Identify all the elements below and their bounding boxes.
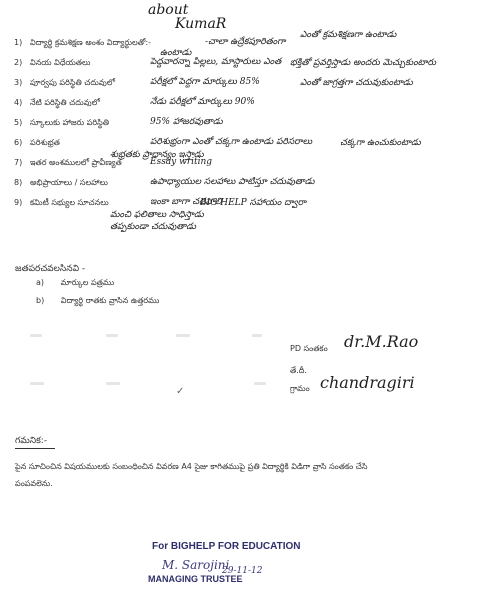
question-label: స్కూలుకు హాజరు పరిస్థితి	[30, 118, 110, 127]
question-answer: ఉపాధ్యాయుల సలహాలు పాటిస్తూ చదువుతాడు	[150, 177, 315, 187]
check-mark-icon: ✓	[176, 386, 185, 397]
scan-smudge	[30, 334, 42, 337]
question-answer-continuation: ఎంతో క్రమశిక్షణగా ఉంటాడు	[300, 30, 397, 40]
question-number: 7)	[14, 158, 23, 167]
scan-smudge	[176, 334, 190, 337]
question-label: నేటి పరిస్థితి చదువులో	[30, 98, 100, 107]
note-text-line1: పైన సూచించిన విషయములకు సంబంధించిన వివరణ A4 సైజు కాగితముపై ప్రతి విద్యార్థికి విడిగా వ్రాసి సంతకం చేసి	[15, 462, 368, 471]
question-label: పూర్వపు పరిస్థితి చదువులో	[30, 78, 115, 87]
stamp-date: 29-11-12	[222, 566, 263, 576]
question-number: 4)	[14, 98, 23, 107]
note-text-line2: పంపవలెను.	[15, 479, 53, 488]
question-label: అభిప్రాయాలు / సలహాలు	[30, 178, 108, 187]
village-value: chandragiri	[320, 373, 415, 392]
scan-smudge	[252, 334, 262, 337]
question-answer: నేడు పరీక్షలో మార్కులు 90%	[150, 97, 255, 107]
village-label: గ్రామం	[290, 384, 310, 393]
stamp-org: For BIGHELP FOR EDUCATION	[152, 541, 301, 552]
scan-smudge	[30, 382, 44, 385]
question-label: విద్యార్థి క్రమశిక్షణ అంశం విద్యార్థులతో:-	[30, 38, 152, 47]
question-answer-continuation: ఉంటాడు	[160, 48, 192, 58]
pd-signature-label: PD సంతకం	[290, 344, 328, 353]
question-answer: Essay writing	[150, 157, 213, 167]
question-number: 2)	[14, 58, 23, 67]
question-number: 3)	[14, 78, 23, 87]
scan-smudge	[106, 382, 120, 385]
about-label: about	[148, 2, 189, 18]
attachments-heading: జతపరచవలసినవి -	[15, 264, 86, 274]
question-answer: పరిశుభ్రంగా ఎంతో చక్కగా ఉంటాడు పరిసరాలు	[150, 137, 313, 147]
question-label: పరిశుభ్రత	[30, 138, 60, 147]
question-answer: పరీక్షలో పెద్దగా మార్కులు 85%	[150, 77, 260, 87]
attachment-letter: a)	[36, 278, 45, 287]
question-answer-continuation: ఎంతో జాగ్రత్తగా చదువుకుంటాడు	[300, 78, 413, 88]
date-label: తే.దీ.	[290, 366, 307, 375]
question-number: 8)	[14, 178, 23, 187]
question-answer: పెద్దవారన్నా పిల్లలు, మాస్టారులు ఎంత	[150, 57, 282, 67]
question-answer: -చాలా ఉద్రేకపూరితంగా	[205, 37, 286, 47]
attachment-item-b	[36, 296, 159, 307]
attachment-item-a	[36, 278, 114, 289]
question-number: 5)	[14, 118, 23, 127]
question-answer-continuation: భక్తితో ప్రవర్తిస్తాడు అందరు మెచ్చుకుంటారు	[290, 58, 436, 68]
question-answer-continuation: తప్పకుండా చదువుతాడు	[110, 222, 196, 232]
note-heading: గమనిక:-	[15, 436, 48, 446]
scan-smudge	[254, 382, 266, 385]
question-number: 9)	[14, 198, 23, 207]
question-label: ఇతర అంశములలో ప్రావీణ్యత	[30, 158, 122, 167]
question-answer: 95% హాజరవుతాడు	[150, 117, 223, 127]
stamp-title: MANAGING TRUSTEE	[148, 574, 243, 584]
question-answer: ఇంకా బాగా చదవాలి	[150, 197, 222, 207]
attachment-text: మార్కుల పత్రము	[60, 278, 115, 287]
note-heading-underline	[15, 448, 55, 449]
student-name: KumaR	[175, 16, 227, 32]
question-number: 1)	[14, 38, 23, 47]
scan-smudge	[106, 334, 118, 337]
question-label: కమిటీ సభ్యుల సూచనలు	[30, 198, 109, 207]
stamp-signer: M. Sarojini	[162, 558, 230, 572]
question-answer-continuation: చక్కగా ఉంచుకుంటాడు	[340, 138, 421, 148]
question-answer-continuation: మంచి ఫలితాలు సాధిస్తాడు	[110, 210, 204, 220]
question-answer-continuation: శుభ్రతకు ప్రాధాన్యం ఇస్తాడు	[110, 150, 204, 160]
question-label: వినయ విధేయతలు	[30, 58, 91, 67]
attachment-text: విద్యార్థి రాతకు వ్రాసిన ఉత్తరము	[60, 296, 160, 305]
question-number: 6)	[14, 138, 23, 147]
question-answer-continuation: BIG HELP సహాయం ద్వారా	[200, 198, 307, 208]
attachment-letter: b)	[36, 296, 45, 305]
pd-signature: dr.M.Rao	[344, 332, 419, 351]
